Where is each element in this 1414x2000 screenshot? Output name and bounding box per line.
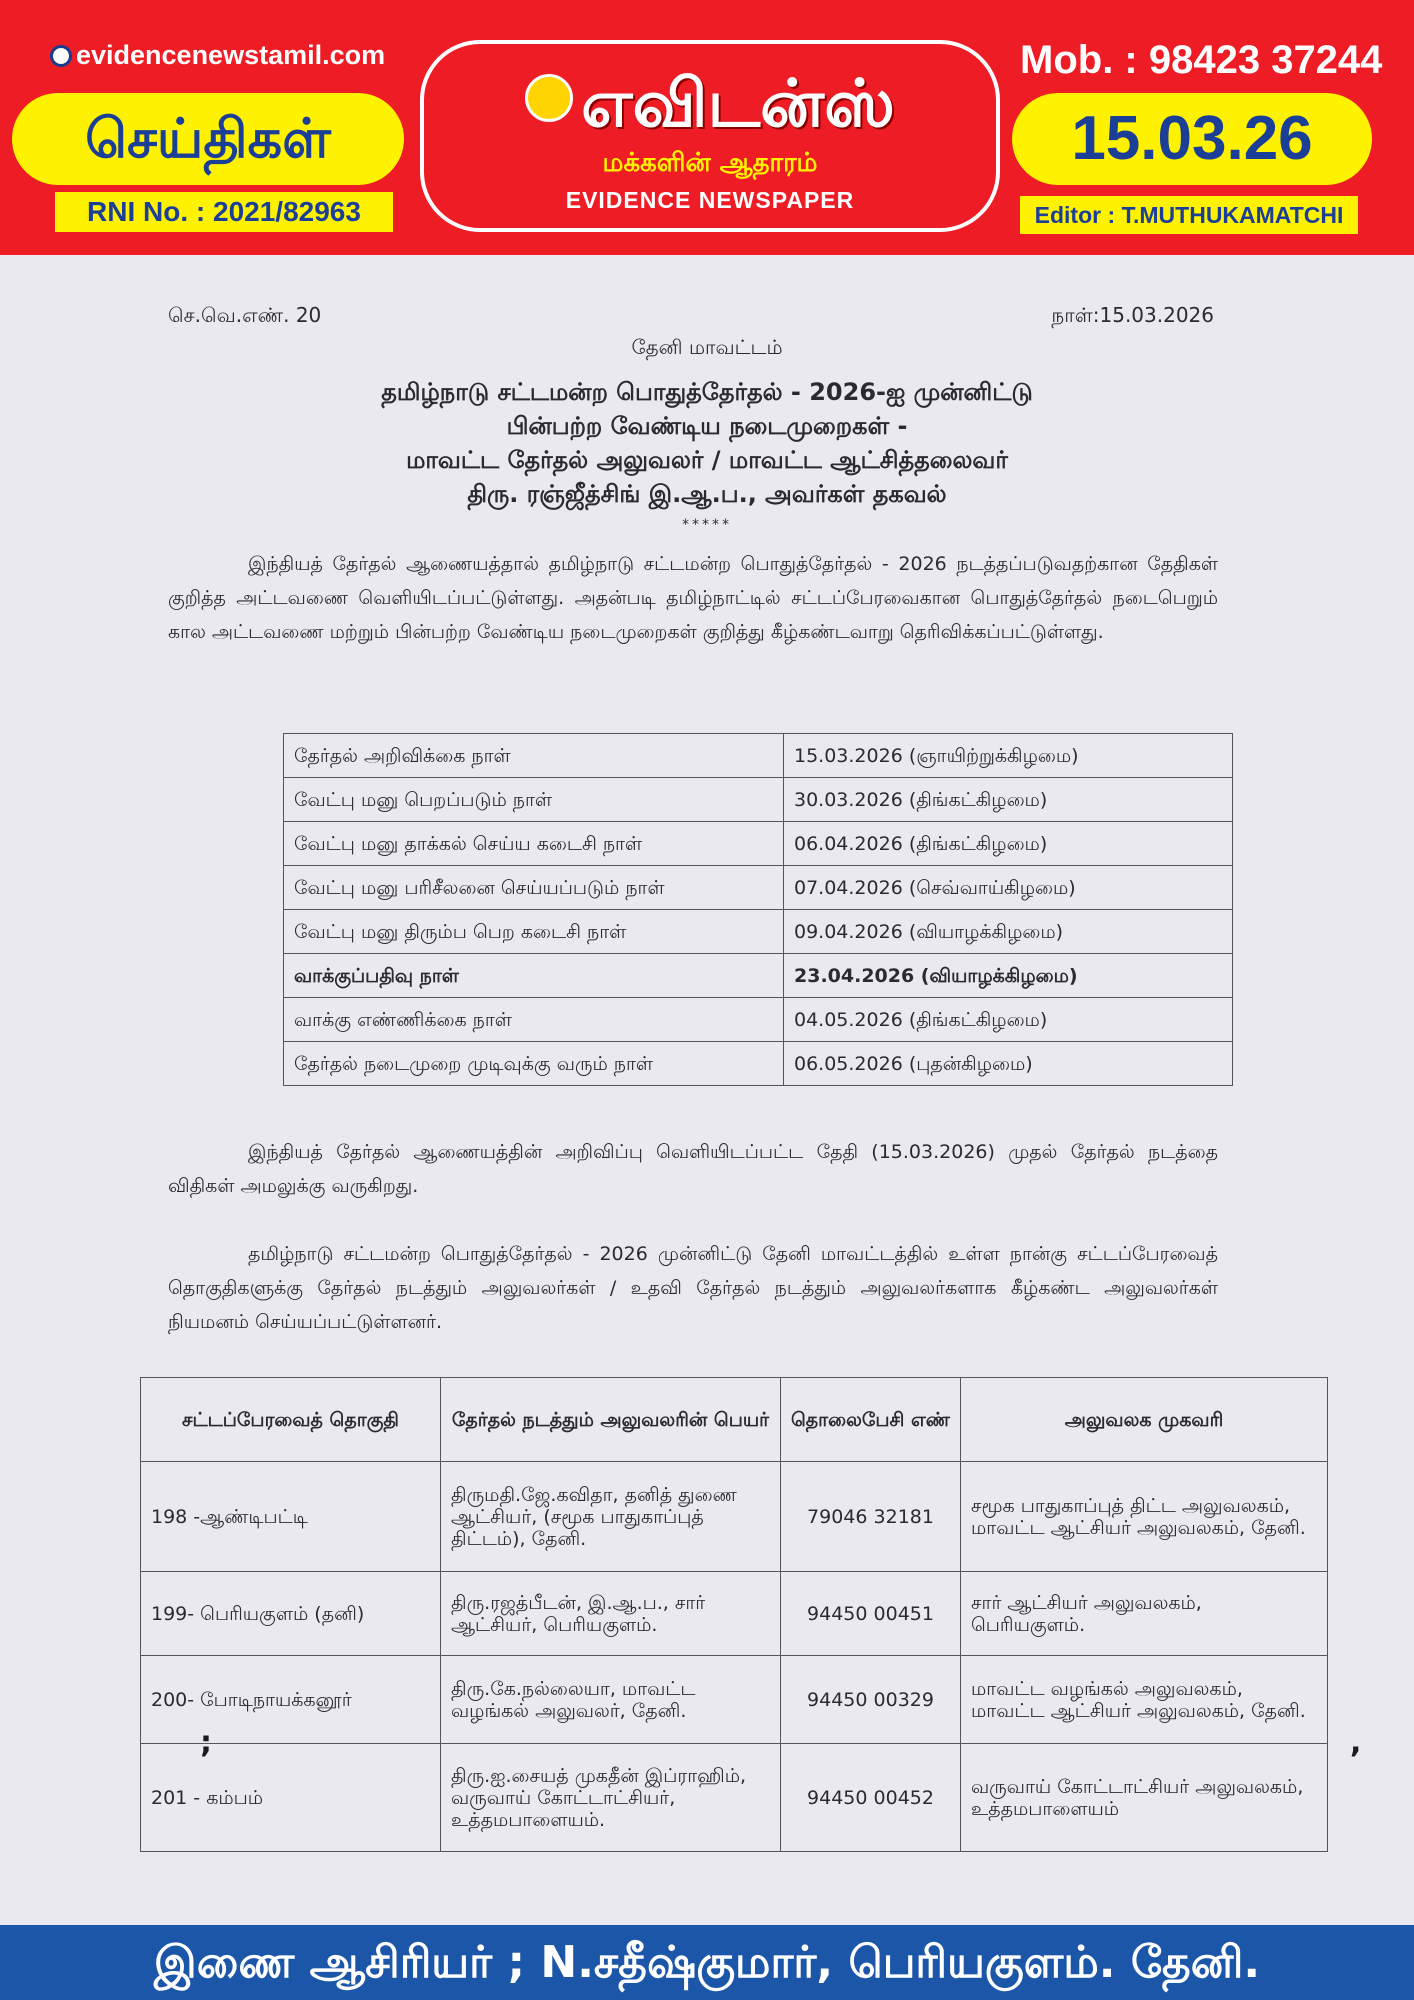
mobile-number: Mob. : 98423 37244 xyxy=(1020,38,1383,82)
table-row xyxy=(284,910,1233,954)
address-cell: சமூக பாதுகாப்புத் திட்ட அலுவலகம், மாவட்ட ஆட்சியர் அலுவலகம், தேனி. xyxy=(961,1462,1328,1572)
editor-name: Editor : T.MUTHUKAMATCHI xyxy=(1020,196,1358,234)
election-schedule-table xyxy=(283,733,1233,1086)
returning-officers-table xyxy=(140,1377,1328,1852)
rni-number: RNI No. : 2021/82963 xyxy=(55,192,393,232)
event-cell: வேட்பு மனு பரிசீலனை செய்யப்படும் நாள் xyxy=(284,866,784,910)
footer-credit: இணை ஆசிரியர் ; N.சதீஷ்குமார், பெரியகுளம். தேனி. xyxy=(0,1925,1414,2000)
document-date: நாள்:15.03.2026 xyxy=(1051,303,1214,327)
header-constituency: சட்டப்பேரவைத் தொகுதி xyxy=(141,1378,441,1462)
officer-cell: திருமதி.ஜே.கவிதா, தனித் துணை ஆட்சியர், (சமூக பாதுகாப்புத் திட்டம்), தேனி. xyxy=(441,1462,781,1572)
date-cell: 06.04.2026 (திங்கட்கிழமை) xyxy=(784,822,1233,866)
date-cell: 09.04.2026 (வியாழக்கிழமை) xyxy=(784,910,1233,954)
officer-cell: திரு.ஐ.சையத் முகதீன் இப்ராஹிம், வருவாய் கோட்டாட்சியர், உத்தமபாளையம். xyxy=(441,1744,781,1852)
phone-cell: 94450 00451 xyxy=(781,1572,961,1656)
event-cell: தேர்தல் அறிவிக்கை நாள் xyxy=(284,734,784,778)
date-cell: 06.05.2026 (புதன்கிழமை) xyxy=(784,1042,1233,1086)
address-cell: மாவட்ட வழங்கல் அலுவலகம், மாவட்ட ஆட்சியர் அலுவலகம், தேனி. xyxy=(961,1656,1328,1744)
constituency-cell: 199- பெரியகுளம் (தனி) xyxy=(141,1572,441,1656)
table-row xyxy=(284,866,1233,910)
event-cell: வாக்கு எண்ணிக்கை நாள் xyxy=(284,998,784,1042)
table-row xyxy=(284,998,1233,1042)
brand-english: EVIDENCE NEWSPAPER xyxy=(565,187,855,213)
table-row xyxy=(284,734,1233,778)
issue-date: 15.03.26 xyxy=(1012,93,1372,185)
date-cell: 04.05.2026 (திங்கட்கிழமை) xyxy=(784,998,1233,1042)
title-line: திரு. ரஞ்ஜீத்சிங் இ.ஆ.ப., அவர்கள் தகவல் xyxy=(467,480,947,508)
date-cell: 23.04.2026 (வியாழக்கிழமை) xyxy=(784,954,1233,998)
phone-cell: 94450 00452 xyxy=(781,1744,961,1852)
table-header-row xyxy=(141,1378,1328,1462)
event-cell: வேட்பு மனு தாக்கல் செய்ய கடைசி நாள் xyxy=(284,822,784,866)
constituency-cell: 201 - கம்பம் xyxy=(141,1744,441,1852)
globe-icon xyxy=(50,45,72,67)
stray-mark: ; xyxy=(200,1725,212,1760)
table-row xyxy=(284,954,1233,998)
header-address: அலுவலக முகவரி xyxy=(961,1378,1328,1462)
reference-number: செ.வெ.எண். 20 xyxy=(168,303,322,327)
constituency-cell: 198 -ஆண்டிபட்டி xyxy=(141,1462,441,1572)
address-cell: வருவாய் கோட்டாட்சியர் அலுவலகம், உத்தமபாளையம் xyxy=(961,1744,1328,1852)
title-line: மாவட்ட தேர்தல் அலுவலர் / மாவட்ட ஆட்சித்தலைவர் xyxy=(406,446,1008,474)
district-name: தேனி மாவட்டம் xyxy=(631,335,783,359)
table-row xyxy=(141,1656,1328,1744)
event-cell: வேட்பு மனு திரும்ப பெற கடைசி நாள் xyxy=(284,910,784,954)
header-officer: தேர்தல் நடத்தும் அலுவலரின் பெயர் xyxy=(441,1378,781,1462)
phone-cell: 79046 32181 xyxy=(781,1462,961,1572)
event-cell: வாக்குப்பதிவு நாள் xyxy=(284,954,784,998)
phone-cell: 94450 00329 xyxy=(781,1656,961,1744)
table-row xyxy=(284,1042,1233,1086)
tagline: மக்களின் ஆதாரம் xyxy=(602,148,818,178)
website-text: evidencenewstamil.com xyxy=(76,40,386,70)
masthead xyxy=(0,0,1414,255)
section-label: செய்திகள் xyxy=(12,93,404,185)
officer-cell: திரு.கே.நல்லையா, மாவட்ட வழங்கல் அலுவலர், தேனி. xyxy=(441,1656,781,1744)
paragraph-code-of-conduct: இந்தியத் தேர்தல் ஆணையத்தின் அறிவிப்பு வெளியிடப்பட்ட தேதி (15.03.2026) முதல் தேர்தல் நடத்தை விதிகள் அமலுக்கு வருகிறது. xyxy=(168,1141,1218,1197)
table-row xyxy=(141,1744,1328,1852)
date-cell: 07.04.2026 (செவ்வாய்கிழமை) xyxy=(784,866,1233,910)
separator: ***** xyxy=(682,517,732,533)
address-cell: சார் ஆட்சியர் அலுவலகம், பெரியகுளம். xyxy=(961,1572,1328,1656)
website-url[interactable] xyxy=(50,40,385,71)
brand-tamil: எவிடன்ஸ் xyxy=(580,65,895,142)
press-release xyxy=(0,255,1414,1925)
stray-mark: , xyxy=(1350,1725,1362,1760)
constituency-cell: 200- போடிநாயக்கனூர் xyxy=(141,1656,441,1744)
title-line: தமிழ்நாடு சட்டமன்ற பொதுத்தேர்தல் - 2026-ஐ முன்னிட்டு xyxy=(381,378,1033,406)
event-cell: தேர்தல் நடைமுறை முடிவுக்கு வரும் நாள் xyxy=(284,1042,784,1086)
table-row xyxy=(141,1572,1328,1656)
paragraph-intro: இந்தியத் தேர்தல் ஆணையத்தால் தமிழ்நாடு சட்டமன்ற பொதுத்தேர்தல் - 2026 நடத்தப்படுவதற்கான தேதிகள் குறித்த அட்டவணை வெளியிடப்பட்டுள்ளது. அதன்படி தமிழ்நாட்டில் சட்டப்பேரவைகான பொதுத்தேர்தல் நடைபெறும் கால அட்டவணை மற்றும் பின்பற்ற வேண்டிய நடைமுறைகள் குறித்து கீழ்கண்டவாறு தெரிவிக்கப்பட்டுள்ளது. xyxy=(168,553,1218,643)
newspaper-logo xyxy=(420,40,1000,232)
event-cell: வேட்பு மனு பெறப்படும் நாள் xyxy=(284,778,784,822)
header-phone: தொலைபேசி எண் xyxy=(781,1378,961,1462)
title-line: பின்பற்ற வேண்டிய நடைமுறைகள் - xyxy=(506,412,908,440)
officer-cell: திரு.ரஜத்பீடன், இ.ஆ.ப., சார் ஆட்சியர், பெரியகுளம். xyxy=(441,1572,781,1656)
table-row xyxy=(141,1462,1328,1572)
table-row xyxy=(284,822,1233,866)
paragraph-officers: தமிழ்நாடு சட்டமன்ற பொதுத்தேர்தல் - 2026 முன்னிட்டு தேனி மாவட்டத்தில் உள்ள நான்கு சட்டப்பேரவைத் தொகுதிகளுக்கு தேர்தல் நடத்தும் அலுவலர்கள் / உதவி தேர்தல் நடத்தும் அலுவலர்களாக கீழ்கண்ட அலுவலர்கள் நியமனம் செய்யப்பட்டுள்ளனர். xyxy=(168,1243,1218,1333)
thumbs-up-icon xyxy=(525,74,573,122)
date-cell: 15.03.2026 (ஞாயிற்றுக்கிழமை) xyxy=(784,734,1233,778)
table-row xyxy=(284,778,1233,822)
document-title xyxy=(0,375,1414,511)
date-cell: 30.03.2026 (திங்கட்கிழமை) xyxy=(784,778,1233,822)
